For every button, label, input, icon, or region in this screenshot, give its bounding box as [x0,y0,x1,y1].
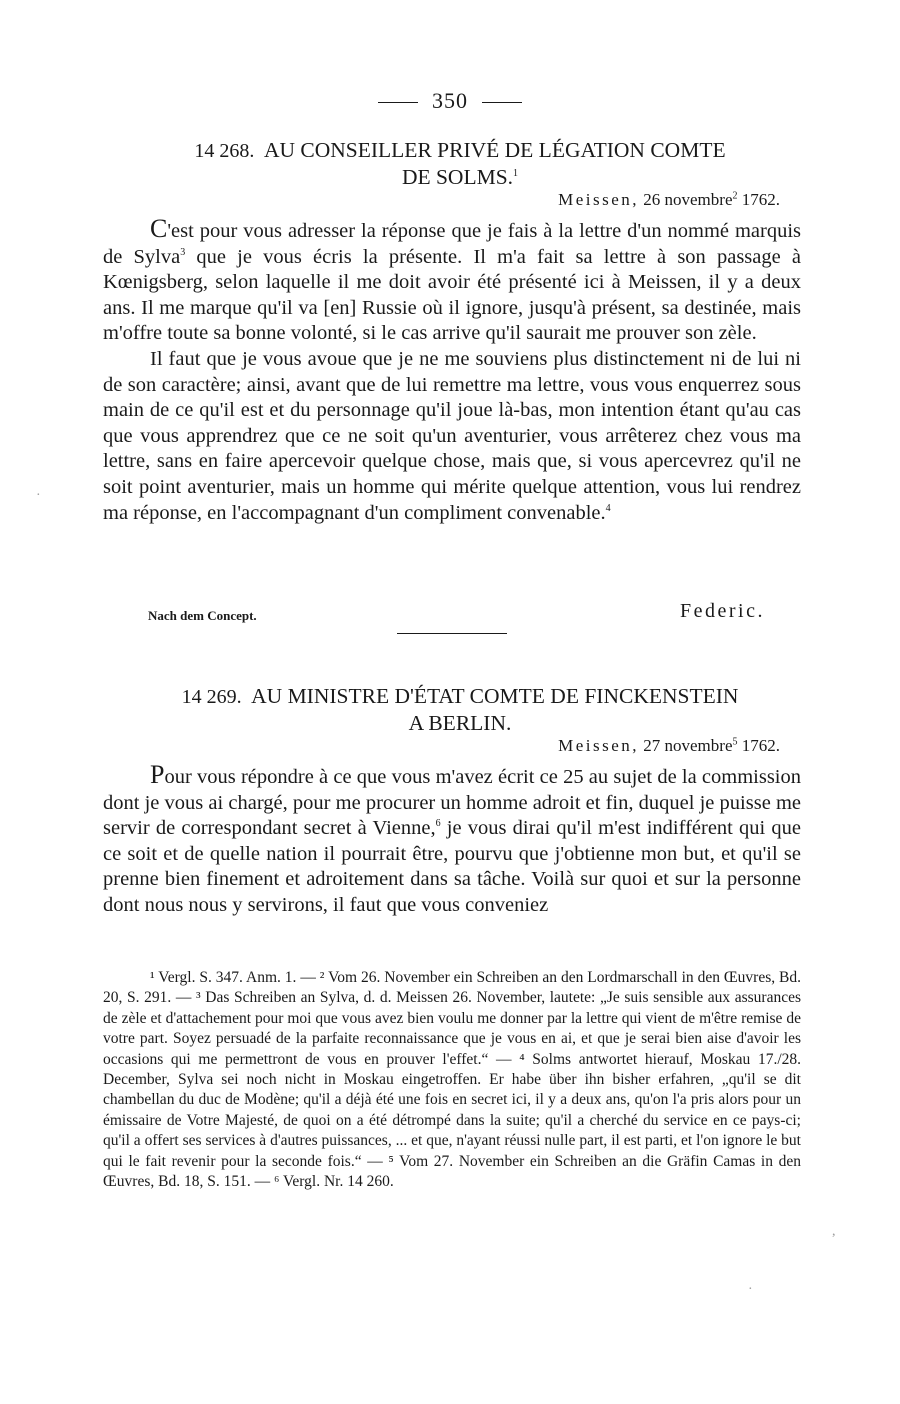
margin-speck: · [36,488,41,503]
letter-2-date-day: 27 novembre [643,736,733,755]
letter-2-heading [140,683,780,736]
letter-1-date-place: Meissen, [558,190,640,209]
letter-1-date-note: 2 [732,190,738,202]
letter-2-dateline [558,736,780,756]
letter-1-paragraph-2 [103,347,801,526]
page-number-dash-right [482,102,522,103]
letter-1-title-line1: AU CONSEILLER PRIVÉ DE LÉGATION COMTE [263,138,726,162]
letter-2-p1-text-a: our vous répondre à ce que vous m'avez écrit ce 25 au sujet de la commission dont je vous ai chargé, pour me procurer un homme adroit et fin, duquel je puisse me servir de correspondant secret à Vienne, [103,766,801,840]
letter-1-title-note: 1 [513,167,519,179]
letter-2-body [103,762,801,919]
letter-1-heading-line2 [140,164,780,190]
page-number [0,88,900,114]
letter-2-dropcap: P [150,760,165,789]
letter-2-date-year: 1762. [741,736,780,755]
letter-2-date-place: Meissen, [558,736,640,755]
page-number-dash-left [378,102,418,103]
page-number-text: 350 [432,88,468,113]
letter-1-signature: Federic. [680,600,765,622]
letter-1-source: Nach dem Concept. [148,608,257,623]
letter-1-body [103,216,801,526]
letter-2-heading-line1 [140,683,780,710]
letter-1-title-line2: DE SOLMS. [401,165,514,189]
footnotes [103,968,801,1192]
letter-1-number: 14 268. [194,140,255,162]
letter-2-heading-line2 [140,710,780,736]
letter-1-dateline [558,190,780,210]
letter-1-p1-text-b: que je vous écris la présente. Il m'a fait sa lettre à son passage à Kœnigsberg, selon laquelle il me doit avoir été présenté ici à Meissen, il y a deux ans. Il me marque qu'il va [en] Russie où il ignore, jusqu'à présent, sa destinée, mais m'offre toute sa bonne volonté, si le cas arrive qu'il saurait me prouver son zèle. [103,245,801,345]
letter-1-p2-note: 4 [605,502,611,514]
letter-2-p1-text-b: je vous dirai qu'il m'est indifférent qui que ce soit et de quelle nation il pourrait être, pourvu que j'obtienne mon but, et qu'il se prenne bien finement et adroitement dans sa tâche. Voilà sur quoi et sur la personne dont nous nous y servirons, il faut que vous conveniez [103,817,802,916]
letter-1-heading-line1 [140,137,780,164]
letter-1-heading [140,137,780,190]
section-divider [397,633,507,634]
letter-1-paragraph-1 [103,216,801,347]
letter-2-date-note: 5 [732,736,738,748]
letter-1-p1-text-a: 'est pour vous adresser la réponse que je fais à la lettre d'un nommé marquis de Sylva [103,220,801,268]
letter-2-title-line1: AU MINISTRE D'ÉTAT COMTE DE FINCKENSTEIN [251,684,739,708]
letter-2-number: 14 269. [181,686,242,708]
footnotes-text: ¹ Vergl. S. 347. Anm. 1. — ² Vom 26. November ein Schreiben an den Lordmarschall in den Œuvres, Bd. 20, S. 291. — ³ Das Schreiben an Sylva, d. d. Meissen 26. November, lautete: „Je suis sensible aux assurances de zèle et d'attachement pour moi que vous avez bien voulu me donner par la lettre qui vient de m'être remise de votre part. Soyez persuadé de la parfaite reconnaissance que je vous en ai, et que je serai bien aise d'avoir les occasions qui me permettront de vous en prouver l'effet.“ — ⁴ Solms antwortet hierauf, Moskau 17./28. December, Sylva sei noch nicht in Moskau eingetroffen. Er habe über ihn bisher erfahren, „qu'il se dit chambellan du duc de Modène; qu'il a déjà été une fois en secret ici, il y a deux ans, qu'on l'a pris alors pour un émissaire de Votre Majesté, de quoi on a été détrompé dans la suite; qu'il a cherché du service en ce pays-ci; qu'il a offert ses services à d'autres puissances, ... et que, n'ayant réussi nulle part, il est parti, et l'on ignore le but qui le fait revenir pour la seconde fois.“ — ⁵ Vom 27. November ein Schreiben an die Gräfin Camas in den Œuvres, Bd. 18, S. 151. — ⁶ Vergl. Nr. 14 260. [103,969,801,1191]
letter-1-p1-note: 3 [180,246,186,258]
letter-1-dropcap: C [150,214,168,243]
margin-speck-bottom: · [748,1282,753,1297]
letter-1-date-day: 26 novembre [643,190,733,209]
letter-1-p2-text: Il faut que je vous avoue que je ne me souviens plus distinctement ni de lui ni de son caractère; ainsi, avant que de lui remettre ma lettre, vous vous enquerrez sous main de ce qu'il est et du personnage qu'il joue là-bas, mon intention étant qu'au cas que vous apprendrez que ce ne soit qu'un aventurier, vous arrêterez chez vous ma lettre, sans en faire apercevoir quelque chose, mais que, si vous apercevrez qu'il ne soit point aventurier, mais un homme qui mérite quelque attention, vous lui rendrez ma réponse, en l'accompagnant d'un compliment convenable. [103,347,801,524]
letter-2-title-line2: A BERLIN. [408,711,512,735]
letter-2-paragraph-1 [103,762,801,919]
letter-2-p1-note: 6 [435,818,441,830]
letter-1-date-year: 1762. [741,190,780,209]
margin-speck-right: , [832,1224,836,1239]
